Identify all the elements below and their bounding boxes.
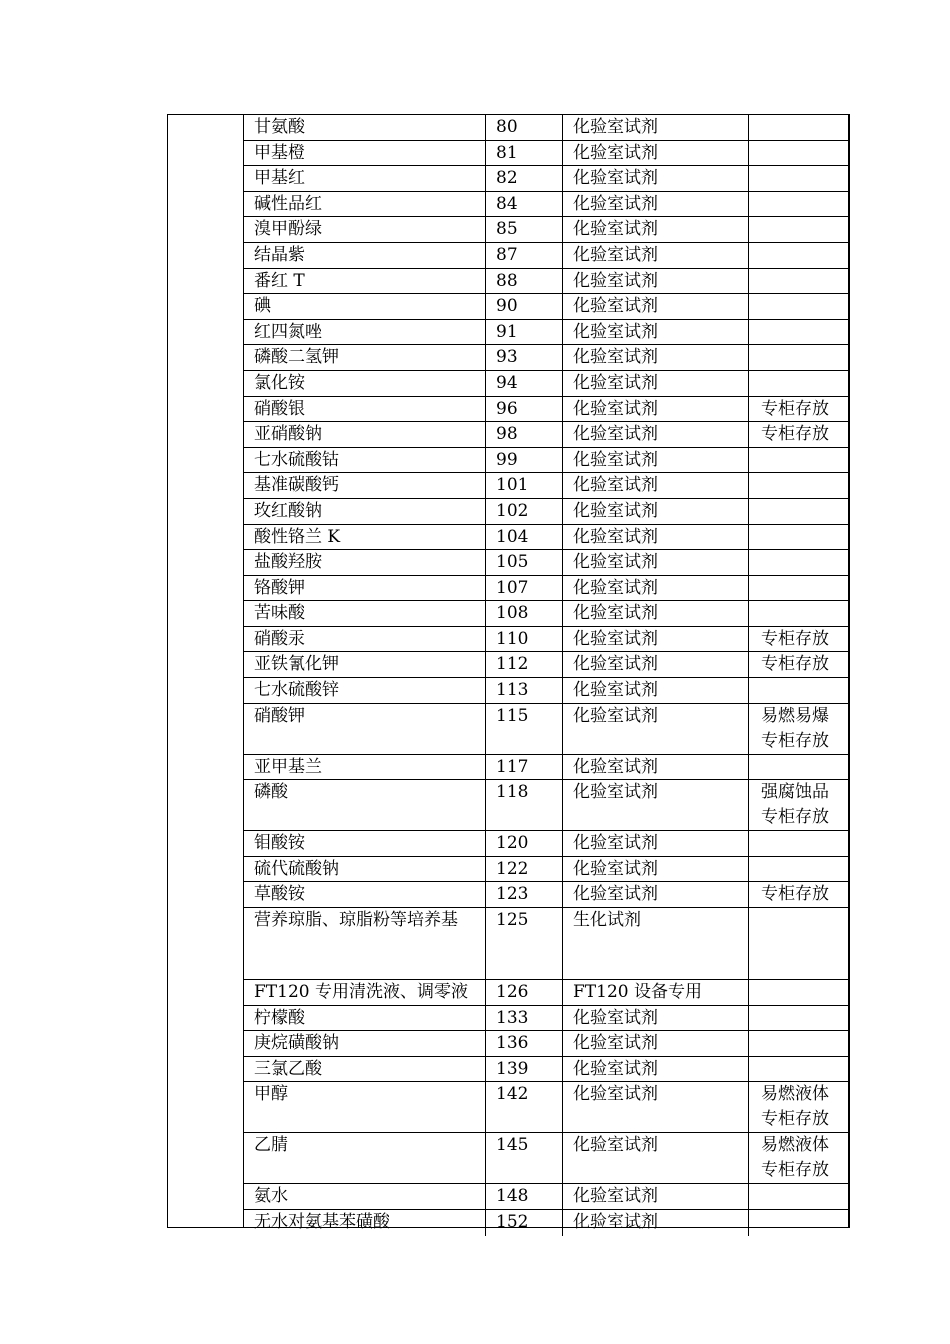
reagent-type-cell: 化验室试剂 (563, 371, 749, 396)
reagent-type-cell: 化验室试剂 (563, 678, 749, 703)
reagent-type-cell: 化验室试剂 (563, 397, 749, 422)
table-row (244, 780, 848, 831)
reagent-type-cell: 化验室试剂 (563, 422, 749, 447)
table-row (244, 166, 848, 192)
reagent-name-cell: 七水硫酸钴 (244, 448, 486, 473)
reagent-name-cell: 氨水 (244, 1184, 486, 1209)
reagent-number-cell: 107 (486, 576, 563, 601)
reagent-name-cell: 硝酸汞 (244, 627, 486, 652)
storage-note-cell (749, 1031, 848, 1056)
reagent-number-cell: 152 (486, 1210, 563, 1236)
table-row (244, 243, 848, 269)
reagent-number-cell: 85 (486, 217, 563, 242)
reagent-number-cell: 108 (486, 601, 563, 626)
table-row (244, 704, 848, 755)
reagent-type-cell: 化验室试剂 (563, 601, 749, 626)
storage-note-cell (749, 678, 848, 703)
reagent-type-cell: 化验室试剂 (563, 831, 749, 856)
reagent-type-cell: FT120 设备专用 (563, 980, 749, 1005)
storage-note-cell (749, 1006, 848, 1031)
storage-note-cell (749, 550, 848, 575)
storage-note-line: 专柜存放 (761, 730, 829, 751)
reagent-name-cell: 玫红酸钠 (244, 499, 486, 524)
storage-note-line: 专柜存放 (761, 1109, 829, 1130)
reagent-type-cell: 化验室试剂 (563, 1057, 749, 1082)
table-row (244, 345, 848, 371)
storage-note-cell (749, 345, 848, 370)
table-row (244, 980, 848, 1006)
reagent-name-cell: 磷酸二氢钾 (244, 345, 486, 370)
reagent-type-cell: 化验室试剂 (563, 780, 749, 830)
storage-note-cell (749, 704, 848, 754)
storage-note-cell (749, 294, 848, 319)
reagent-type-cell: 化验室试剂 (563, 243, 749, 268)
table-row (244, 1006, 848, 1032)
storage-note-cell (749, 141, 848, 166)
reagent-type-cell: 化验室试剂 (563, 652, 749, 677)
reagent-type-cell: 化验室试剂 (563, 166, 749, 191)
reagent-type-cell: 化验室试剂 (563, 704, 749, 754)
reagent-name-cell: 红四氮唑 (244, 320, 486, 345)
reagent-name-cell: 七水硫酸锌 (244, 678, 486, 703)
storage-note-cell (749, 371, 848, 396)
reagent-name-cell: 溴甲酚绿 (244, 217, 486, 242)
storage-note-cell (749, 1082, 848, 1132)
reagent-name-cell: 乙腈 (244, 1133, 486, 1183)
reagent-name-cell: 硝酸银 (244, 397, 486, 422)
reagent-type-cell: 化验室试剂 (563, 627, 749, 652)
reagent-number-cell: 91 (486, 320, 563, 345)
reagent-number-cell: 122 (486, 857, 563, 882)
reagent-number-cell: 98 (486, 422, 563, 447)
table-row (244, 269, 848, 295)
storage-note-cell (749, 115, 848, 140)
reagent-name-cell: 营养琼脂、琼脂粉等培养基 (244, 908, 486, 979)
reagent-name-cell: 结晶紫 (244, 243, 486, 268)
table-row (244, 550, 848, 576)
storage-note-line: 专柜存放 (761, 424, 829, 445)
table-row (244, 1082, 848, 1133)
reagent-number-cell: 139 (486, 1057, 563, 1082)
reagent-number-cell: 88 (486, 269, 563, 294)
storage-note-cell (749, 422, 848, 447)
reagent-name-cell: 铬酸钾 (244, 576, 486, 601)
reagent-number-cell: 81 (486, 141, 563, 166)
reagent-number-cell: 112 (486, 652, 563, 677)
reagent-number-cell: 84 (486, 192, 563, 217)
storage-note-cell (749, 882, 848, 907)
table-body (244, 115, 848, 1236)
reagent-type-cell: 化验室试剂 (563, 1210, 749, 1236)
table-row (244, 857, 848, 883)
reagent-type-cell: 化验室试剂 (563, 755, 749, 780)
reagent-name-cell: 亚甲基兰 (244, 755, 486, 780)
reagent-name-cell: 苦味酸 (244, 601, 486, 626)
table-row (244, 755, 848, 781)
storage-note-cell (749, 499, 848, 524)
storage-note-cell (749, 320, 848, 345)
reagent-number-cell: 117 (486, 755, 563, 780)
table-row (244, 525, 848, 551)
reagent-type-cell: 化验室试剂 (563, 857, 749, 882)
storage-note-cell (749, 652, 848, 677)
reagent-name-cell: 柠檬酸 (244, 1006, 486, 1031)
reagent-type-cell: 生化试剂 (563, 908, 749, 979)
reagent-type-cell: 化验室试剂 (563, 448, 749, 473)
storage-note-line: 专柜存放 (761, 807, 829, 828)
table-row (244, 141, 848, 167)
reagent-type-cell: 化验室试剂 (563, 115, 749, 140)
reagent-number-cell: 93 (486, 345, 563, 370)
reagent-name-cell: FT120 专用清洗液、调零液 (244, 980, 486, 1005)
reagent-number-cell: 113 (486, 678, 563, 703)
table-row (244, 397, 848, 423)
table-row (244, 1210, 848, 1236)
category-column (168, 115, 244, 1227)
storage-note-line: 强腐蚀品 (761, 782, 829, 803)
reagent-type-cell: 化验室试剂 (563, 1133, 749, 1183)
reagent-type-cell: 化验室试剂 (563, 1184, 749, 1209)
reagent-type-cell: 化验室试剂 (563, 192, 749, 217)
storage-note-cell (749, 908, 848, 979)
table-row (244, 627, 848, 653)
table-row (244, 652, 848, 678)
reagent-name-cell: 甲醇 (244, 1082, 486, 1132)
table-row (244, 882, 848, 908)
table-row (244, 320, 848, 346)
reagent-number-cell: 102 (486, 499, 563, 524)
storage-note-cell (749, 192, 848, 217)
reagent-type-cell: 化验室试剂 (563, 294, 749, 319)
reagent-type-cell: 化验室试剂 (563, 217, 749, 242)
storage-note-line: 专柜存放 (761, 398, 829, 419)
reagent-number-cell: 94 (486, 371, 563, 396)
reagent-name-cell: 三氯乙酸 (244, 1057, 486, 1082)
reagent-name-cell: 甲基红 (244, 166, 486, 191)
reagent-number-cell: 126 (486, 980, 563, 1005)
reagent-name-cell: 盐酸羟胺 (244, 550, 486, 575)
reagent-type-cell: 化验室试剂 (563, 345, 749, 370)
storage-note-line: 易燃液体 (761, 1084, 829, 1105)
reagent-number-cell: 90 (486, 294, 563, 319)
reagent-number-cell: 148 (486, 1184, 563, 1209)
table-row (244, 1133, 848, 1184)
reagent-number-cell: 101 (486, 473, 563, 498)
reagent-type-cell: 化验室试剂 (563, 550, 749, 575)
storage-note-cell (749, 1184, 848, 1209)
reagent-type-cell: 化验室试剂 (563, 141, 749, 166)
table-row (244, 192, 848, 218)
reagent-number-cell: 105 (486, 550, 563, 575)
reagent-name-cell: 甲基橙 (244, 141, 486, 166)
storage-note-cell (749, 601, 848, 626)
storage-note-cell (749, 217, 848, 242)
storage-note-line: 专柜存放 (761, 1160, 829, 1181)
reagent-number-cell: 133 (486, 1006, 563, 1031)
reagent-type-cell: 化验室试剂 (563, 499, 749, 524)
reagent-number-cell: 82 (486, 166, 563, 191)
storage-note-cell (749, 1210, 848, 1236)
reagent-name-cell: 钼酸铵 (244, 831, 486, 856)
storage-note-line: 专柜存放 (761, 654, 829, 675)
storage-note-cell (749, 397, 848, 422)
storage-note-cell (749, 576, 848, 601)
reagent-type-cell: 化验室试剂 (563, 1006, 749, 1031)
reagent-number-cell: 115 (486, 704, 563, 754)
reagent-name-cell: 亚硝酸钠 (244, 422, 486, 447)
storage-note-cell (749, 1133, 848, 1183)
storage-note-cell (749, 525, 848, 550)
table-row (244, 294, 848, 320)
table-row (244, 1031, 848, 1057)
reagent-type-cell: 化验室试剂 (563, 882, 749, 907)
table-row (244, 371, 848, 397)
storage-note-cell (749, 627, 848, 652)
table-row (244, 576, 848, 602)
reagent-table (167, 114, 850, 1232)
storage-note-line: 易燃易爆 (761, 705, 829, 726)
table-row (244, 1184, 848, 1210)
reagent-type-cell: 化验室试剂 (563, 320, 749, 345)
reagent-number-cell: 123 (486, 882, 563, 907)
reagent-name-cell: 氯化铵 (244, 371, 486, 396)
storage-note-cell (749, 243, 848, 268)
reagent-number-cell: 142 (486, 1082, 563, 1132)
storage-note-cell (749, 166, 848, 191)
table-row (244, 678, 848, 704)
reagent-name-cell: 番红 T (244, 269, 486, 294)
reagent-number-cell: 145 (486, 1133, 563, 1183)
storage-note-line: 专柜存放 (761, 628, 829, 649)
storage-note-cell (749, 269, 848, 294)
reagent-type-cell: 化验室试剂 (563, 1082, 749, 1132)
reagent-name-cell: 碱性品红 (244, 192, 486, 217)
reagent-name-cell: 碘 (244, 294, 486, 319)
reagent-number-cell: 99 (486, 448, 563, 473)
reagent-name-cell: 庚烷磺酸钠 (244, 1031, 486, 1056)
reagent-name-cell: 草酸铵 (244, 882, 486, 907)
table-row (244, 1057, 848, 1083)
reagent-name-cell: 硝酸钾 (244, 704, 486, 754)
reagent-number-cell: 125 (486, 908, 563, 979)
reagent-number-cell: 80 (486, 115, 563, 140)
reagent-number-cell: 104 (486, 525, 563, 550)
reagent-type-cell: 化验室试剂 (563, 473, 749, 498)
table-row (244, 908, 848, 980)
table-row (244, 831, 848, 857)
table-row (244, 499, 848, 525)
storage-note-line: 易燃液体 (761, 1135, 829, 1156)
reagent-number-cell: 136 (486, 1031, 563, 1056)
storage-note-cell (749, 857, 848, 882)
storage-note-cell (749, 831, 848, 856)
table-row (244, 115, 848, 141)
reagent-number-cell: 120 (486, 831, 563, 856)
reagent-type-cell: 化验室试剂 (563, 269, 749, 294)
reagent-name-cell: 酸性铬兰 K (244, 525, 486, 550)
storage-note-cell (749, 473, 848, 498)
table-row (244, 422, 848, 448)
reagent-type-cell: 化验室试剂 (563, 1031, 749, 1056)
reagent-number-cell: 87 (486, 243, 563, 268)
reagent-name-cell: 甘氨酸 (244, 115, 486, 140)
reagent-type-cell: 化验室试剂 (563, 576, 749, 601)
reagent-number-cell: 110 (486, 627, 563, 652)
table-row (244, 473, 848, 499)
reagent-name-cell: 硫代硫酸钠 (244, 857, 486, 882)
reagent-name-cell: 基准碳酸钙 (244, 473, 486, 498)
reagent-name-cell: 磷酸 (244, 780, 486, 830)
reagent-number-cell: 96 (486, 397, 563, 422)
reagent-number-cell: 118 (486, 780, 563, 830)
storage-note-cell (749, 1057, 848, 1082)
storage-note-cell (749, 780, 848, 830)
reagent-type-cell: 化验室试剂 (563, 525, 749, 550)
table-row (244, 601, 848, 627)
table-row (244, 448, 848, 474)
reagent-name-cell: 无水对氨基苯磺酸 (244, 1210, 486, 1236)
table-row (244, 217, 848, 243)
storage-note-cell (749, 448, 848, 473)
storage-note-cell (749, 980, 848, 1005)
reagent-name-cell: 亚铁氰化钾 (244, 652, 486, 677)
storage-note-line: 专柜存放 (761, 884, 829, 905)
storage-note-cell (749, 755, 848, 780)
